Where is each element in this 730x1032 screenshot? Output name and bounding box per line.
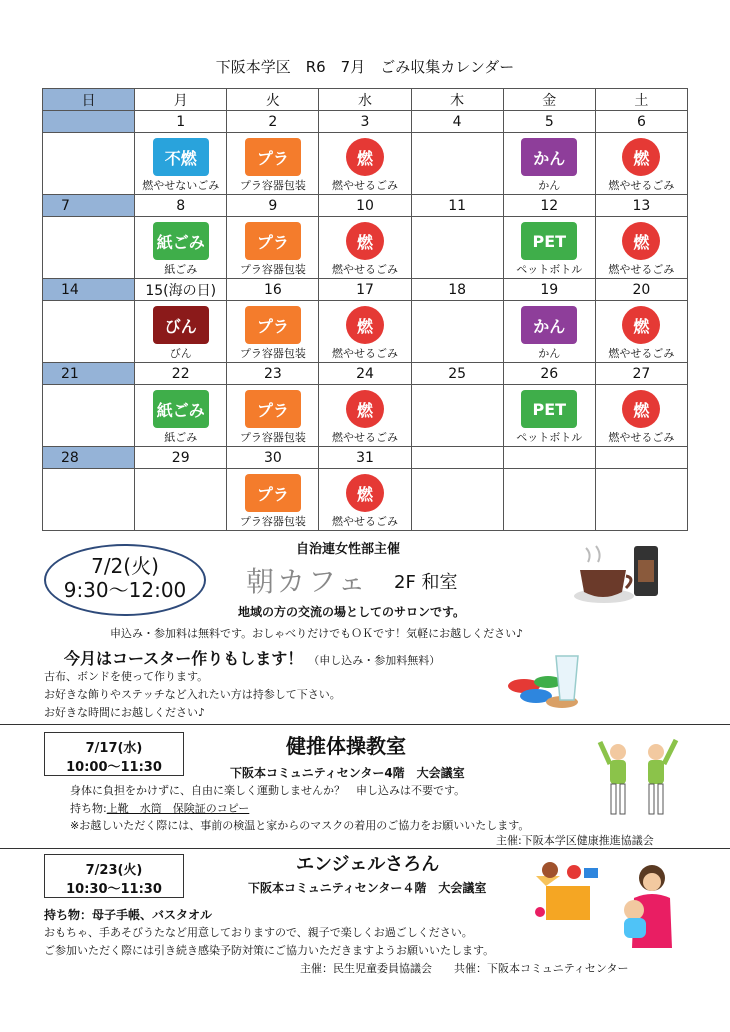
collection-cell: [595, 385, 687, 447]
collection-cell: [503, 469, 595, 531]
garbage-type-label: ペットボトル: [516, 431, 583, 444]
weekday-header-row: [43, 89, 688, 111]
collection-cell: [227, 133, 319, 195]
weekday-sat: 土: [595, 89, 687, 111]
date-cell: 19: [503, 279, 595, 301]
garbage-type-label: 燃やせないごみ: [142, 179, 220, 192]
date-row: [43, 447, 688, 469]
exercise-sponsor: 主催:下阪本学区健康推進協議会: [496, 834, 654, 847]
coaster-line-3: お好きな時間にお越しください♪: [44, 706, 206, 719]
angel-time: 10:30〜11:30: [66, 882, 162, 897]
kan-garbage-icon: かん: [521, 306, 577, 344]
collection-cell: [319, 469, 411, 531]
exercise-place: 下阪本コミュニティセンター4階 大会議室: [230, 766, 465, 780]
exercise-line-3: ※お越しいただく際には、事前の検温と家からのマスクの着用のご協力をお願いいたします。: [70, 819, 530, 832]
collection-cell: [227, 301, 319, 363]
date-cell: 23: [227, 363, 319, 385]
page-title: 下阪本学区 R6 7月 ごみ収集カレンダー: [215, 58, 515, 76]
garbage-type-label: 燃やせるごみ: [331, 347, 398, 360]
collection-cell: [135, 217, 227, 279]
exercise-items: 上靴 水筒 保険証のコピー: [106, 802, 250, 815]
coaster-note: （申し込み・参加料無料）: [308, 654, 441, 667]
garbage-type-label: プラ容器包装: [239, 515, 306, 528]
pura-garbage-icon: プラ: [245, 138, 301, 176]
mother-baby-icon: [612, 862, 682, 954]
round-garbage-icon: 燃: [622, 306, 660, 344]
coaster-title: 今月はコースター作りもします！: [64, 649, 304, 668]
garbage-type-label: プラ容器包装: [239, 347, 306, 360]
date-cell: 31: [319, 447, 411, 469]
date-cell: 24: [319, 363, 411, 385]
date-cell: 20: [595, 279, 687, 301]
bin-garbage-icon: びん: [153, 306, 209, 344]
weekday-wed: 水: [319, 89, 411, 111]
date-cell: 17: [319, 279, 411, 301]
cafe-organizer: 自治連女性部主催: [296, 542, 401, 557]
angel-line-3: ご参加いただく際には引き続き感染予防対策にご協力いただきますようお願いいたします。: [44, 944, 495, 957]
date-cell: 13: [595, 195, 687, 217]
date-cell: 28: [43, 447, 135, 469]
collection-cell: [595, 133, 687, 195]
collection-row: [43, 217, 688, 279]
collection-cell: [319, 385, 411, 447]
date-cell: [411, 447, 503, 469]
garbage-type-label: プラ容器包装: [239, 263, 306, 276]
collection-cell: [135, 385, 227, 447]
collection-cell: [227, 469, 319, 531]
cafe-place: 2F 和室: [394, 572, 458, 593]
date-cell: 9: [227, 195, 319, 217]
collection-cell: [43, 385, 135, 447]
collection-cell: [503, 385, 595, 447]
collection-cell: [319, 301, 411, 363]
cafe-time: 9:30〜12:00: [63, 578, 187, 602]
pet-garbage-icon: PET: [521, 390, 577, 428]
exercise-line-1: 身体に負担をかけずに、自由に楽しく運動しませんか？ 申し込みは不要です。: [70, 784, 466, 797]
date-cell: 18: [411, 279, 503, 301]
garbage-type-label: 燃やせるごみ: [331, 179, 398, 192]
coaster-line-2: お好きな飾りやステッチなど入れたい方は持参して下さい。: [44, 688, 341, 701]
exercise-date-box: [44, 732, 184, 776]
garbage-type-label: 燃やせるごみ: [608, 431, 675, 444]
coaster-icon: [504, 650, 596, 716]
weekday-tue: 火: [227, 89, 319, 111]
weekday-thu: 木: [411, 89, 503, 111]
exercise-items-row: [70, 800, 249, 816]
exercise-items-label: 持ち物:: [70, 802, 107, 815]
collection-cell: [227, 217, 319, 279]
date-cell: [503, 447, 595, 469]
angel-date: 7/23(火): [85, 863, 143, 878]
collection-cell: [43, 469, 135, 531]
date-cell: 2: [227, 111, 319, 133]
cafe-fee: 申込み・参加料は無料です。おしゃべりだけでもＯＫです！気軽にお越しください♪: [110, 627, 524, 640]
round-garbage-icon: 燃: [346, 474, 384, 512]
angel-date-box: [44, 854, 184, 898]
garbage-type-label: 燃やせるごみ: [331, 431, 398, 444]
date-cell: 21: [43, 363, 135, 385]
collection-cell: [411, 133, 503, 195]
section-divider-2: [0, 848, 730, 849]
round-garbage-icon: 燃: [622, 222, 660, 260]
cafe-name: 朝カフェ: [246, 565, 369, 598]
coffee-icon: [568, 540, 664, 610]
date-cell: 11: [411, 195, 503, 217]
pura-garbage-icon: プラ: [245, 474, 301, 512]
cafe-desc: 地域の方の交流の場としてのサロンです。: [238, 605, 466, 619]
date-cell: 8: [135, 195, 227, 217]
kami-garbage-icon: 紙ごみ: [153, 222, 209, 260]
garbage-type-label: 燃やせるごみ: [331, 263, 398, 276]
round-garbage-icon: 燃: [346, 222, 384, 260]
cafe-date-oval: [44, 544, 206, 616]
date-row: [43, 363, 688, 385]
date-cell: 5: [503, 111, 595, 133]
collection-cell: [43, 133, 135, 195]
toys-icon: [530, 856, 610, 930]
date-cell: 16: [227, 279, 319, 301]
angel-place: 下阪本コミュニティセンター４階 大会議室: [248, 881, 487, 895]
section-divider-1: [0, 724, 730, 725]
collection-cell: [319, 217, 411, 279]
date-cell: 15(海の日): [135, 279, 227, 301]
round-garbage-icon: 燃: [346, 138, 384, 176]
garbage-type-label: プラ容器包装: [239, 431, 306, 444]
garbage-type-label: かん: [538, 347, 561, 360]
date-cell: 14: [43, 279, 135, 301]
garbage-type-label: プラ容器包装: [239, 179, 306, 192]
collection-cell: [503, 217, 595, 279]
garbage-type-label: びん: [169, 347, 192, 360]
collection-cell: [319, 133, 411, 195]
collection-cell: [43, 301, 135, 363]
coaster-details: [44, 668, 341, 722]
coaster-heading: [64, 646, 440, 669]
date-cell: 6: [595, 111, 687, 133]
date-cell: 29: [135, 447, 227, 469]
date-cell: 7: [43, 195, 135, 217]
pura-garbage-icon: プラ: [245, 222, 301, 260]
date-cell: [595, 447, 687, 469]
collection-row: [43, 133, 688, 195]
pura-garbage-icon: プラ: [245, 390, 301, 428]
weekday-mon: 月: [135, 89, 227, 111]
angel-line-2: おもちゃ、手あそびうたなど用意しておりますので、親子で楽しくお過ごしください。: [44, 926, 473, 939]
pura-garbage-icon: プラ: [245, 306, 301, 344]
garbage-type-label: 紙ごみ: [164, 431, 198, 444]
collection-cell: [503, 133, 595, 195]
date-cell: 4: [411, 111, 503, 133]
garbage-type-label: 燃やせるごみ: [608, 179, 675, 192]
collection-row: [43, 385, 688, 447]
collection-cell: [135, 301, 227, 363]
exercise-people-icon: [596, 730, 682, 824]
exercise-time: 10:00〜11:30: [66, 760, 162, 775]
garbage-type-label: 紙ごみ: [164, 263, 198, 276]
date-row: [43, 195, 688, 217]
date-row: [43, 279, 688, 301]
date-cell: 3: [319, 111, 411, 133]
collection-cell: [43, 217, 135, 279]
round-garbage-icon: 燃: [622, 390, 660, 428]
kan-garbage-icon: かん: [521, 138, 577, 176]
collection-cell: [135, 133, 227, 195]
calendar-table: [42, 88, 688, 531]
collection-cell: [595, 469, 687, 531]
collection-cell: [135, 469, 227, 531]
collection-cell: [595, 217, 687, 279]
round-garbage-icon: 燃: [346, 390, 384, 428]
weekday-fri: 金: [503, 89, 595, 111]
collection-cell: [503, 301, 595, 363]
round-garbage-icon: 燃: [346, 306, 384, 344]
pet-garbage-icon: PET: [521, 222, 577, 260]
collection-row: [43, 301, 688, 363]
collection-cell: [411, 217, 503, 279]
coaster-line-1: 古布、ボンドを使って作ります。: [44, 670, 209, 683]
garbage-type-label: かん: [538, 179, 561, 192]
angel-sponsor: 主催：民生児童委員協議会 共催：下阪本コミュニティセンター: [300, 962, 629, 975]
date-cell: [43, 111, 135, 133]
angel-items: 持ち物：母子手帳、バスタオル: [44, 908, 213, 922]
round-garbage-icon: 燃: [622, 138, 660, 176]
date-cell: 27: [595, 363, 687, 385]
garbage-type-label: 燃やせるごみ: [331, 515, 398, 528]
date-cell: 1: [135, 111, 227, 133]
angel-title: エンジェルさろん: [296, 854, 440, 875]
date-cell: 25: [411, 363, 503, 385]
date-cell: 22: [135, 363, 227, 385]
date-cell: 12: [503, 195, 595, 217]
collection-cell: [411, 301, 503, 363]
date-cell: 30: [227, 447, 319, 469]
garbage-type-label: 燃やせるごみ: [608, 347, 675, 360]
date-cell: 10: [319, 195, 411, 217]
date-row: [43, 111, 688, 133]
date-cell: 26: [503, 363, 595, 385]
collection-row: [43, 469, 688, 531]
funen-garbage-icon: 不燃: [153, 138, 209, 176]
collection-cell: [411, 469, 503, 531]
garbage-type-label: ペットボトル: [516, 263, 583, 276]
exercise-date: 7/17(水): [85, 741, 143, 756]
kami-garbage-icon: 紙ごみ: [153, 390, 209, 428]
collection-cell: [595, 301, 687, 363]
collection-cell: [227, 385, 319, 447]
weekday-sun: 日: [43, 89, 135, 111]
collection-cell: [411, 385, 503, 447]
cafe-date: 7/2(火): [91, 554, 159, 578]
garbage-type-label: 燃やせるごみ: [608, 263, 675, 276]
exercise-title: 健推体操教室: [286, 734, 406, 758]
